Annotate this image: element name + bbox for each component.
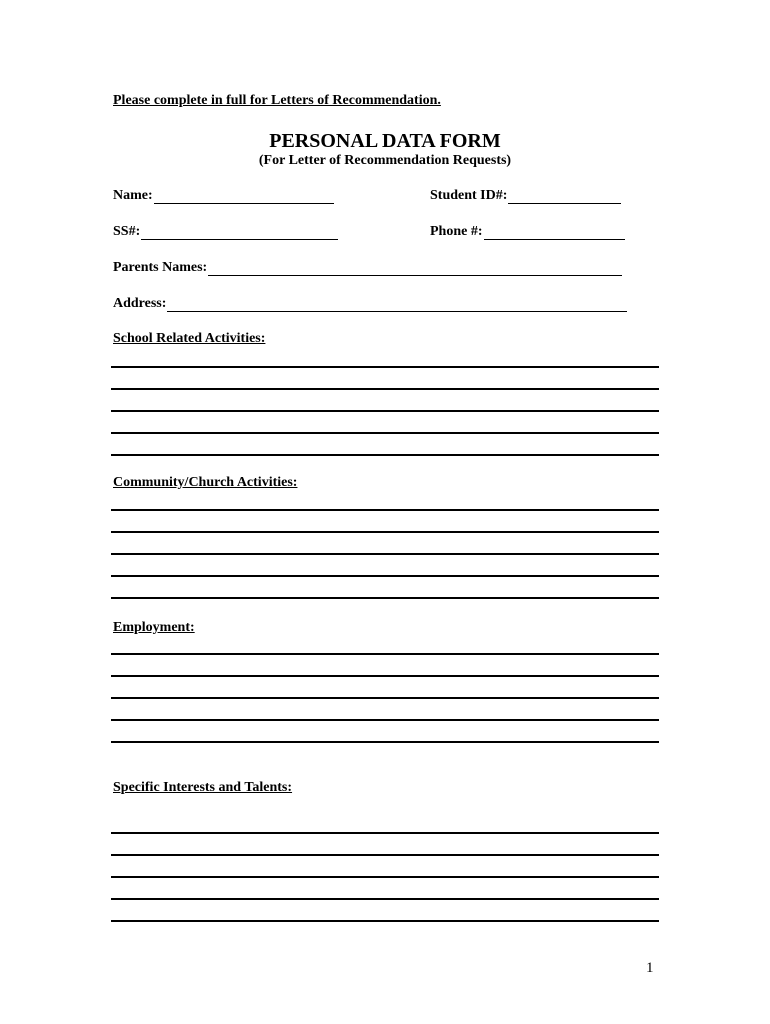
address-field-row xyxy=(113,296,627,312)
school-activities-line[interactable] xyxy=(111,454,659,456)
ss-blank[interactable] xyxy=(141,226,338,240)
name-blank[interactable] xyxy=(154,190,334,204)
page-number: 1 xyxy=(646,960,654,976)
form-title: PERSONAL DATA FORM xyxy=(269,130,501,152)
interests-line[interactable] xyxy=(111,832,659,834)
community-activities-line[interactable] xyxy=(111,575,659,577)
student-id-label: Student ID#: xyxy=(430,188,508,203)
interests-line[interactable] xyxy=(111,854,659,856)
school-activities-heading: School Related Activities: xyxy=(113,331,266,346)
address-label: Address: xyxy=(113,296,167,311)
community-activities-heading: Community/Church Activities: xyxy=(113,475,298,490)
employment-line[interactable] xyxy=(111,697,659,699)
intro-instruction: Please complete in full for Letters of Recommendation. xyxy=(113,93,441,108)
employment-line[interactable] xyxy=(111,675,659,677)
interests-heading: Specific Interests and Talents: xyxy=(113,780,293,795)
employment-heading: Employment: xyxy=(113,620,195,635)
form-subtitle: (For Letter of Recommendation Requests) xyxy=(258,153,512,168)
address-blank[interactable] xyxy=(167,298,627,312)
phone-label: Phone #: xyxy=(430,224,483,239)
parents-names-blank[interactable] xyxy=(208,262,622,276)
community-activities-line[interactable] xyxy=(111,531,659,533)
employment-line[interactable] xyxy=(111,741,659,743)
phone-blank[interactable] xyxy=(484,226,625,240)
school-activities-line[interactable] xyxy=(111,388,659,390)
school-activities-line[interactable] xyxy=(111,432,659,434)
interests-line[interactable] xyxy=(111,876,659,878)
ss-field-row xyxy=(113,224,338,240)
student-id-blank[interactable] xyxy=(508,190,621,204)
name-field-row xyxy=(113,188,334,204)
community-activities-line[interactable] xyxy=(111,509,659,511)
interests-line[interactable] xyxy=(111,920,659,922)
name-label: Name: xyxy=(113,188,153,203)
community-activities-line[interactable] xyxy=(111,553,659,555)
school-activities-line[interactable] xyxy=(111,410,659,412)
parents-names-label: Parents Names: xyxy=(113,260,208,275)
employment-line[interactable] xyxy=(111,653,659,655)
school-activities-line[interactable] xyxy=(111,366,659,368)
student-id-field-row xyxy=(430,188,621,204)
phone-field-row xyxy=(430,224,625,240)
community-activities-line[interactable] xyxy=(111,597,659,599)
employment-line[interactable] xyxy=(111,719,659,721)
ss-label: SS#: xyxy=(113,224,141,239)
parents-names-field-row xyxy=(113,260,622,276)
interests-line[interactable] xyxy=(111,898,659,900)
